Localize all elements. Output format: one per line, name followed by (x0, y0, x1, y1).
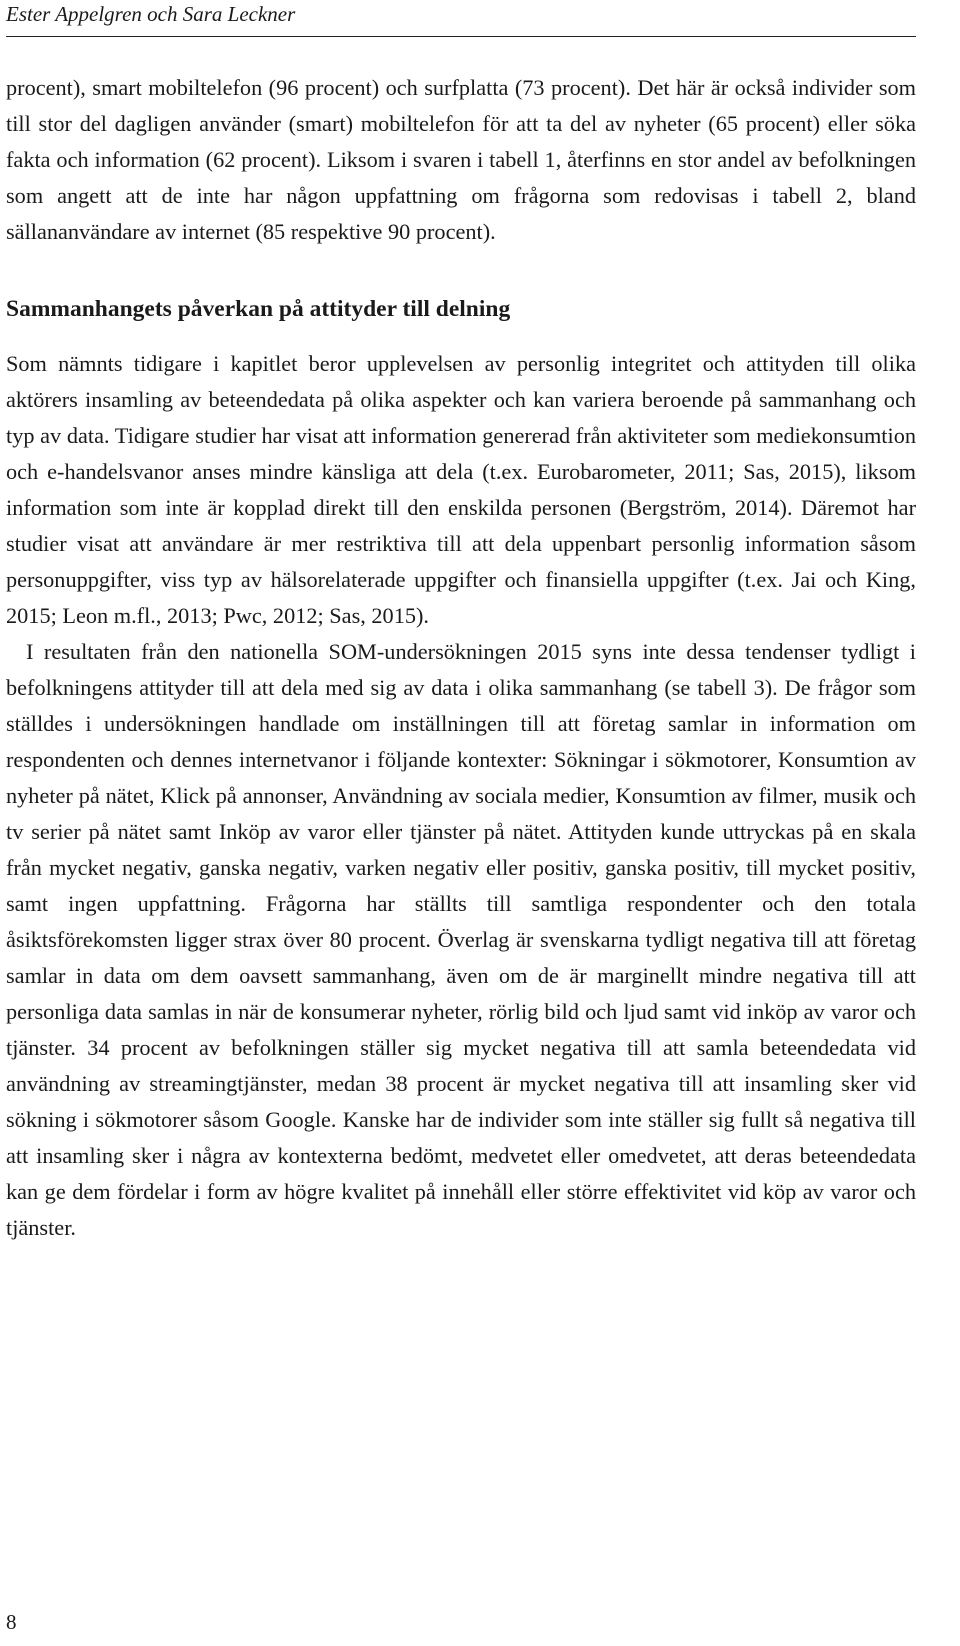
running-header: Ester Appelgren och Sara Leckner (6, 2, 296, 26)
page-number: 8 (6, 1610, 17, 1634)
page-body (6, 70, 916, 1246)
intro-paragraph: procent), smart mobiltelefon (96 procent) och surfplatta (73 procent). Det här är också individer som till stor del dagligen använder (smart) mobiltelefon för att ta del av nyheter (65 procent) eller söka fakta och information (62 procent). Liksom i svaren i tabell 1, återfinns en stor andel av befolkningen som angett att de inte har någon uppfattning om frågorna som redovisas i tabell 2, bland sällananvändare av internet (85 respektive 90 procent). (6, 75, 916, 244)
header-rule (6, 36, 916, 37)
body-paragraph-1: Som nämnts tidigare i kapitlet beror upplevelsen av personlig integritet och attityden till olika aktörers insamling av beteendedata på olika aspekter och kan variera beroende på sammanhang och typ av data. Tidigare studier har visat att information genererad från aktiviteter som mediekonsumtion och e-handelsvanor anses mindre känsliga att dela (t.ex. Eurobarometer, 2011; Sas, 2015), liksom information som inte är kopplad direkt till den enskilda personen (Bergström, 2014). Däremot har studier visat att användare är mer restriktiva till att dela uppenbart personlig information såsom personuppgifter, viss typ av hälsorelaterade uppgifter och finansiella uppgifter (t.ex. Jai och King, 2015; Leon m.fl., 2013; Pwc, 2012; Sas, 2015). (6, 351, 916, 628)
section-heading: Sammanhangets påverkan på attityder till delning (6, 296, 511, 322)
body-paragraph-2: I resultaten från den nationella SOM-undersökningen 2015 syns inte dessa tendenser tydligt i befolkningens attityder till att dela med sig av data i olika sammanhang (se tabell 3). De frågor som ställdes i undersökningen handlade om inställningen till att företag samlar in information om respondenten och dennes internetvanor i följande kontexter: Sökningar i sökmotorer, Konsumtion av nyheter på nätet, Klick på annonser, Användning av sociala medier, Konsumtion av filmer, musik och tv serier på nätet samt Inköp av varor eller tjänster på nätet. Attityden kunde uttryckas på en skala från mycket negativ, ganska negativ, varken negativ eller positiv, ganska positiv, till mycket positiv, samt ingen uppfattning. Frågorna har ställts till samtliga respondenter och den totala åsiktsförekomsten ligger strax över 80 procent. Överlag är svenskarna tydligt negativa till att företag samlar in data om dem oavsett sammanhang, även om de är marginellt mindre negativa till att personliga data samlas in när de konsumerar nyheter, rörlig bild och ljud samt vid inköp av varor och tjänster. 34 procent av befolkningen ställer sig mycket negativa till att samla beteendedata vid användning av streamingtjänster, medan 38 procent är mycket negativa till att insamling sker vid sökning i sökmotorer såsom Google. Kanske har de individer som inte ställer sig fullt så negativa till att insamling sker i några av kontexterna bedömt, medvetet eller omedvetet, att deras beteendedata kan ge dem fördelar i form av högre kvalitet på innehåll eller större effektivitet vid köp av varor och tjänster. (6, 639, 916, 1240)
